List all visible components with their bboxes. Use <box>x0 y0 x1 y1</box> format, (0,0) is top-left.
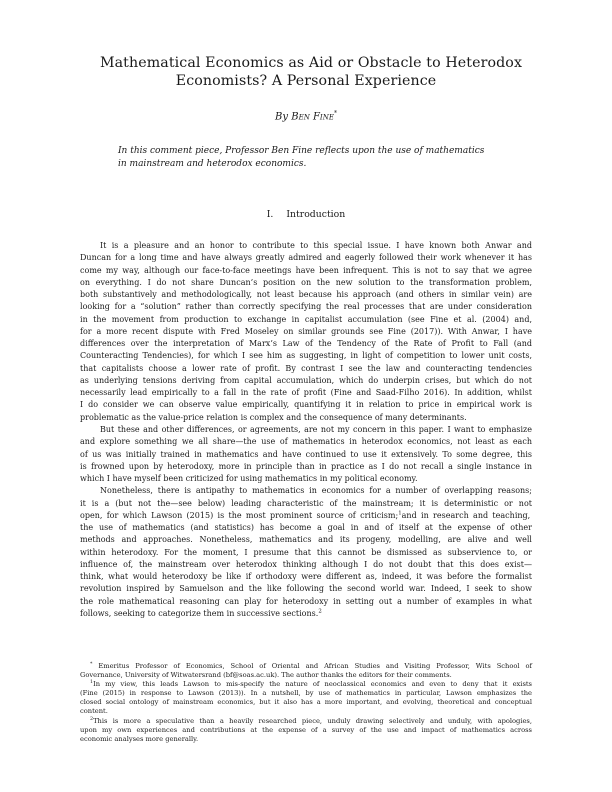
paragraph-2-line: But these and other differences, or agreements, are not my concern in this paper. I want to emphasize <box>100 424 532 434</box>
footnote-star-line: Governance, University of Witwatersrand (bf@soas.ac.uk). The author thanks the editors for their comments. <box>80 671 452 680</box>
paragraph-2-line: which I have myself been criticized for using mathematics in my political economy. <box>80 474 418 484</box>
author-footnote-mark: * <box>333 110 337 117</box>
byline-prefix: By <box>275 111 289 123</box>
paragraph-3-line: open, for which Lawson (2015) is the most prominent source of criticism;$^1$and in research and teaching, <box>80 510 531 520</box>
paragraph-1-line: It is a pleasure and an honor to contribute to this special issue. I have known both Anwar and <box>100 241 532 250</box>
footnote-1-mark: 1 <box>90 679 94 685</box>
footnote-2-line: economic analyses more generally. <box>80 734 199 743</box>
paragraph-1-line: in the movement from production to exchange in capitalist accumulation (see Fine et al. (2004) and, <box>80 314 532 324</box>
abstract <box>118 145 508 171</box>
section-number: I. <box>266 209 274 220</box>
footnote-1-line: content. <box>80 707 108 716</box>
paragraph-3-line: Nonetheless, there is antipathy to mathematics in economics for a number of overlapping reasons; <box>100 486 532 496</box>
footnote-2-line: upon my own experiences and contributions at the expense of a survey of the use and impact of mathematics across <box>80 725 532 734</box>
paragraph-3-line: revolution inspired by Samuelson and the like following the second world war. Indeed, I seek to show <box>80 584 532 594</box>
paragraph-2-line: of us was initially trained in mathematics and have continued to use it extensively. To some degree, this <box>80 449 532 459</box>
paragraph-1-line: I do consider we can observe value empirically, quantifying it in relation to price in empirical work is <box>80 400 532 410</box>
paragraph-1-line: as underlying tensions deriving from capital accumulation, which do underpin crises, but which do not <box>80 375 532 385</box>
footnote-2-mark: 2 <box>90 716 94 722</box>
paragraph-3-line: influence of, the mainstream over heterodox thinking although I do not doubt that this does exist— <box>80 559 532 569</box>
paragraph-1-line: necessarily lead empirically to a fall in the rate of profit (Fine and Saad-Filho 2016). In addition, whilst <box>80 388 532 398</box>
paragraph-1-line: differences over the interpretation of Marx’s Law of the Tendency of the Rate of Profit to Fall (and <box>80 339 532 349</box>
paragraph-1-line: problematic as the value-price relation is complex and the consequence of many determinants. <box>80 412 467 422</box>
paragraph-3-line: think, what would heterodoxy be like if orthodoxy were different as, indeed, it was before the formalist <box>80 572 532 582</box>
paragraph-1-line: both substantively and methodologically, not least because his approach (and others in similar vein) are <box>80 290 532 300</box>
paragraph-3-line: the role mathematical reasoning can play for heterodoxy in setting out a number of examples in what <box>80 596 532 606</box>
footnote-2-line: $^2$This is more a speculative than a heavily researched piece, unduly drawing selectively and unduly, with apologies, <box>90 716 532 725</box>
paragraph-3-line: follows, seeking to categorize them in successive sections.$^2$ <box>80 608 322 618</box>
title-line-1: Mathematical Economics as Aid or Obstacle to Heterodox <box>100 55 523 71</box>
author-name: Ben Fine <box>291 111 334 123</box>
footnote-ref-1[interactable]: 1 <box>398 510 402 517</box>
author-byline <box>0 108 612 123</box>
paragraph-1-line: looking for a “solution” rather than correctly specifying the real processes that are under consideration <box>80 302 532 312</box>
footnote-star-mark: * <box>90 661 93 667</box>
abstract-line-1: In this comment piece, Professor Ben Fine reflects upon the use of mathematics <box>118 146 485 156</box>
paragraph-3-line: it is a (but not the—see below) leading characteristic of the mainstream; it is deterministic or not <box>80 498 532 508</box>
footnote-ref-2[interactable]: 2 <box>318 608 322 615</box>
footnote-star-line: * Emeritus Professor of Economics, School of Oriental and African Studies and Visiting Professor, Wits School of <box>90 661 532 670</box>
paragraph-1-line: for a more recent dispute with Fred Moseley on similar grounds see Fine (2017)). With Anwar, I have <box>80 326 532 336</box>
footnote-1-line: (Fine (2015) in response to Lawson (2013)). In a nutshell, by use of mathematics in particular, Lawson emphasizes the <box>80 689 532 698</box>
section-heading <box>0 209 612 221</box>
paragraph-3-line: within heterodoxy. For the moment, I presume that this cannot be dismissed as subservience to, or <box>80 547 532 557</box>
paper-title <box>100 54 523 90</box>
paragraph-3-line: the use of mathematics (and statistics) has become a goal in and of itself at the expense of other <box>80 523 532 533</box>
paragraph-1-line: Duncan for a long time and have always greatly admired and eagerly followed their work whenever it has <box>80 253 532 263</box>
abstract-line-2: in mainstream and heterodox economics. <box>118 159 307 169</box>
title-line-2: Economists? A Personal Experience <box>175 73 437 89</box>
footnote-1-line: $^1$In my view, this leads Lawson to mis-specify the nature of neoclassical economics and even to deny that it exists <box>90 679 532 689</box>
paragraph-1-line: that capitalists choose a lower rate of profit. By contrast I see the law and counteracting tendencies <box>80 363 532 373</box>
section-title: Introduction <box>286 209 346 220</box>
footnote-1-line: closed social ontology of mainstream economics, but it also has a more important, and evolving, theoretical and conceptual <box>80 698 532 707</box>
paragraph-2-line: and explore something we all share—the use of mathematics in heterodox economics, not least as each <box>80 437 532 447</box>
body-text <box>80 240 532 620</box>
paragraph-1-line: Counteracting Tendencies), for which I see him as suggesting, in light of competition to lower unit costs, <box>80 351 532 361</box>
paragraph-1-line: on everything. I do not share Duncan’s position on the new solution to the transformation problem, <box>80 277 532 287</box>
paragraph-3-line: methods and approaches. Nonetheless, mathematics and its progeny, modelling, are alive and well <box>80 535 532 545</box>
paragraph-1-line: come my way, although our face-to-face meetings have been infrequent. This is not to say that we agree <box>80 265 532 275</box>
paragraph-2-line: is frowned upon by heterodoxy, more in principle than in practice as I do not recall a single instance in <box>80 461 532 471</box>
footnotes <box>80 662 532 744</box>
